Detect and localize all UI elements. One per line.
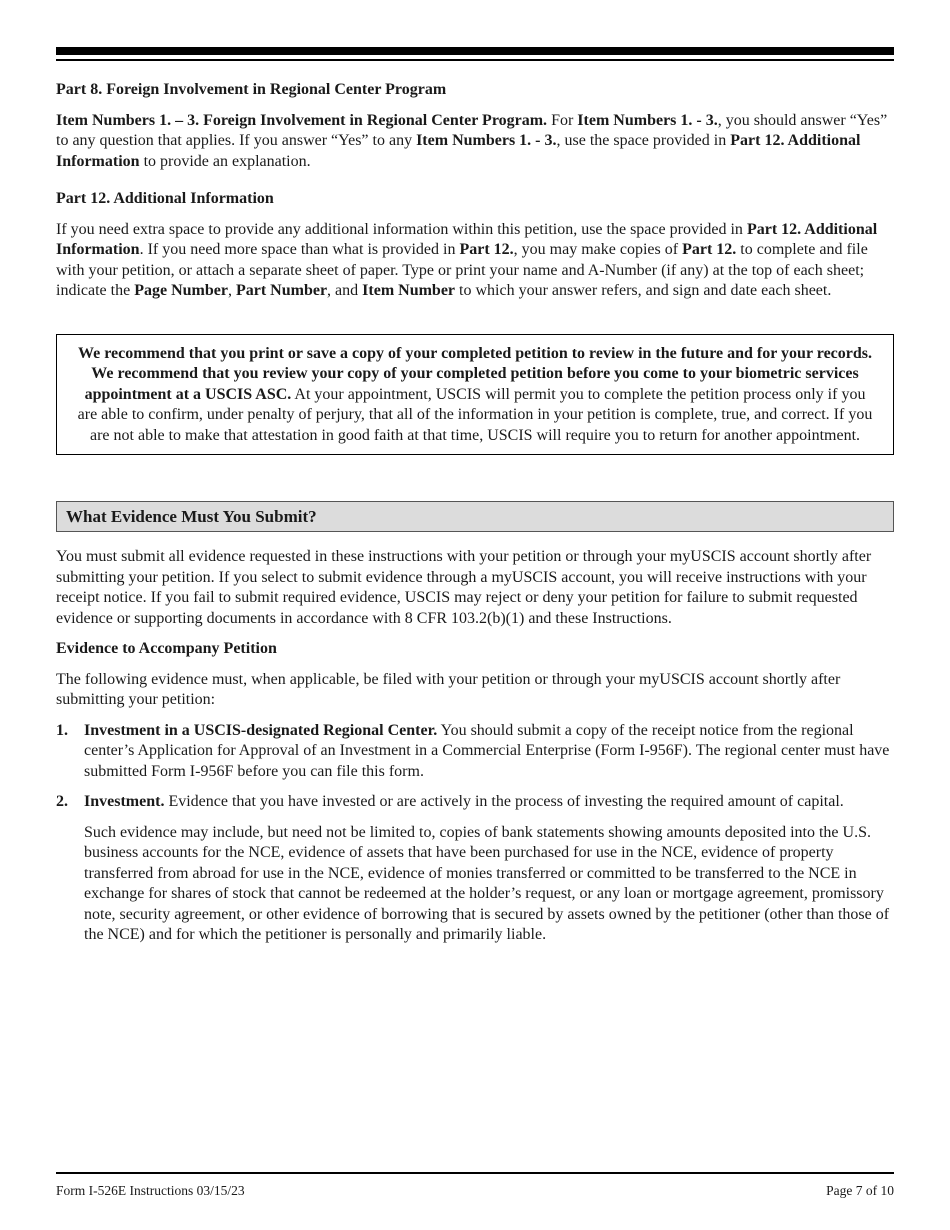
bold-run: Item Numbers 1. - 3. xyxy=(577,111,718,129)
text-run: to which your answer refers, and sign and date each sheet. xyxy=(455,282,832,299)
text-run: . If you need more space than what is provided in xyxy=(139,241,460,258)
list-item xyxy=(56,721,894,783)
bold-run: Part Number xyxy=(235,282,328,299)
list-item-title: Investment. xyxy=(84,793,165,810)
part8-paragraph xyxy=(56,111,894,173)
text-run: For xyxy=(547,111,578,129)
part8-heading: Part 8. Foreign Involvement in Regional Center Program xyxy=(56,81,447,98)
notice-bold-text: We recommend that you print or save a copy of your completed petition to review in the future and for your records. We recommend that you review your copy of your completed petition before you come to your biometric services appointment at a USCIS ASC. xyxy=(77,344,872,403)
list-item-title: Investment in a USCIS-designated Regional Center. xyxy=(84,721,438,739)
footer-form-id: Form I-526E Instructions 03/15/23 xyxy=(56,1183,245,1198)
bold-run: Item Numbers 1. - 3. xyxy=(416,132,557,149)
bold-run: Part 12. Additional Information xyxy=(56,220,878,258)
footer-rule xyxy=(56,1172,894,1174)
text-run: If you need extra space to provide any additional information within this petition, use the space provided in xyxy=(56,220,747,238)
list-item-text: You should submit a copy of the receipt notice from the regional center’s Application for Approval of an Investment in a Commercial Enterprise (Form I-956F). The regional center must have submitted Form I-956F before you can file this form. xyxy=(84,721,890,780)
recommendation-notice-box xyxy=(56,334,894,456)
evidence-subheading: Evidence to Accompany Petition xyxy=(56,640,277,657)
text-run: to complete and file with your petition, or attach a separate sheet of paper. Type or print your name and A-Number (if any) at the top of each sheet; indicate the xyxy=(56,241,868,299)
list-item-number: 2. xyxy=(56,793,68,810)
list-item-extra: Such evidence may include, but need not be limited to, copies of bank statements showing amounts deposited into the U.S. business accounts for the NCE, evidence of assets that have been purchased for use in the NCE, evidence of property transferred from abroad for use in the NCE, evidence of monies transferred or committed to be transferred to the NCE in exchange for shares of stock that cannot be redeemed at the holder’s request, or any loan or mortgage agreement, promissory note, security agreement, or other evidence of borrowing that is secured by assets owned by the petitioner (other than those of the NCE) and for which the petitioner is personally and primarily liable. xyxy=(84,823,890,943)
part12-paragraph xyxy=(56,220,894,302)
evidence-lead: The following evidence must, when applicable, be filed with your petition or through your myUSCIS account shortly after submitting your petition: xyxy=(56,670,841,708)
text-run: , use the space provided in xyxy=(556,132,731,149)
part12-heading: Part 12. Additional Information xyxy=(56,190,274,207)
part8-item-title: Item Numbers 1. – 3. Foreign Involvement in Regional Center Program. xyxy=(56,111,548,129)
header-thick-rule xyxy=(56,47,894,55)
text-run: , xyxy=(227,282,236,299)
bold-run: Item Number xyxy=(362,282,456,299)
evidence-list xyxy=(56,721,894,946)
page-content xyxy=(56,80,894,946)
bold-run: Part 12. Additional Information xyxy=(56,132,861,170)
text-run: , you should answer “Yes” to any question that applies. If you answer “Yes” to any xyxy=(56,111,888,149)
bold-run: Part 12. xyxy=(459,241,514,258)
list-item-number: 1. xyxy=(56,721,68,739)
bold-run: Page Number xyxy=(134,282,228,299)
evidence-section-header: What Evidence Must You Submit? xyxy=(56,501,894,532)
header-thin-rule xyxy=(56,59,894,61)
list-item-text: Evidence that you have invested or are actively in the process of investing the required amount of capital. xyxy=(164,793,844,810)
text-run: , and xyxy=(327,282,363,299)
bold-run: Part 12. xyxy=(682,241,737,258)
notice-text: At your appointment, USCIS will permit you to complete the petition process only if you are able to confirm, under penalty of perjury, that all of the information in your petition is complete, true, and correct. If you are not able to make that attestation in good faith at that time, USCIS will require you to return for another appointment. xyxy=(77,385,873,444)
footer-page-number: Page 7 of 10 xyxy=(826,1183,894,1198)
evidence-intro: You must submit all evidence requested in these instructions with your petition or through your myUSCIS account shortly after submitting your petition. If you select to submit evidence through a myUSCIS account, you will receive instructions with your receipt notice. If you fail to submit required evidence, USCIS may reject or deny your petition for failure to submit requested evidence or supporting documents in accordance with 8 CFR 103.2(b)(1) and these Instructions. xyxy=(56,548,872,627)
text-run: , you may make copies of xyxy=(513,241,683,258)
list-item xyxy=(56,792,894,946)
text-run: to provide an explanation. xyxy=(139,152,311,170)
